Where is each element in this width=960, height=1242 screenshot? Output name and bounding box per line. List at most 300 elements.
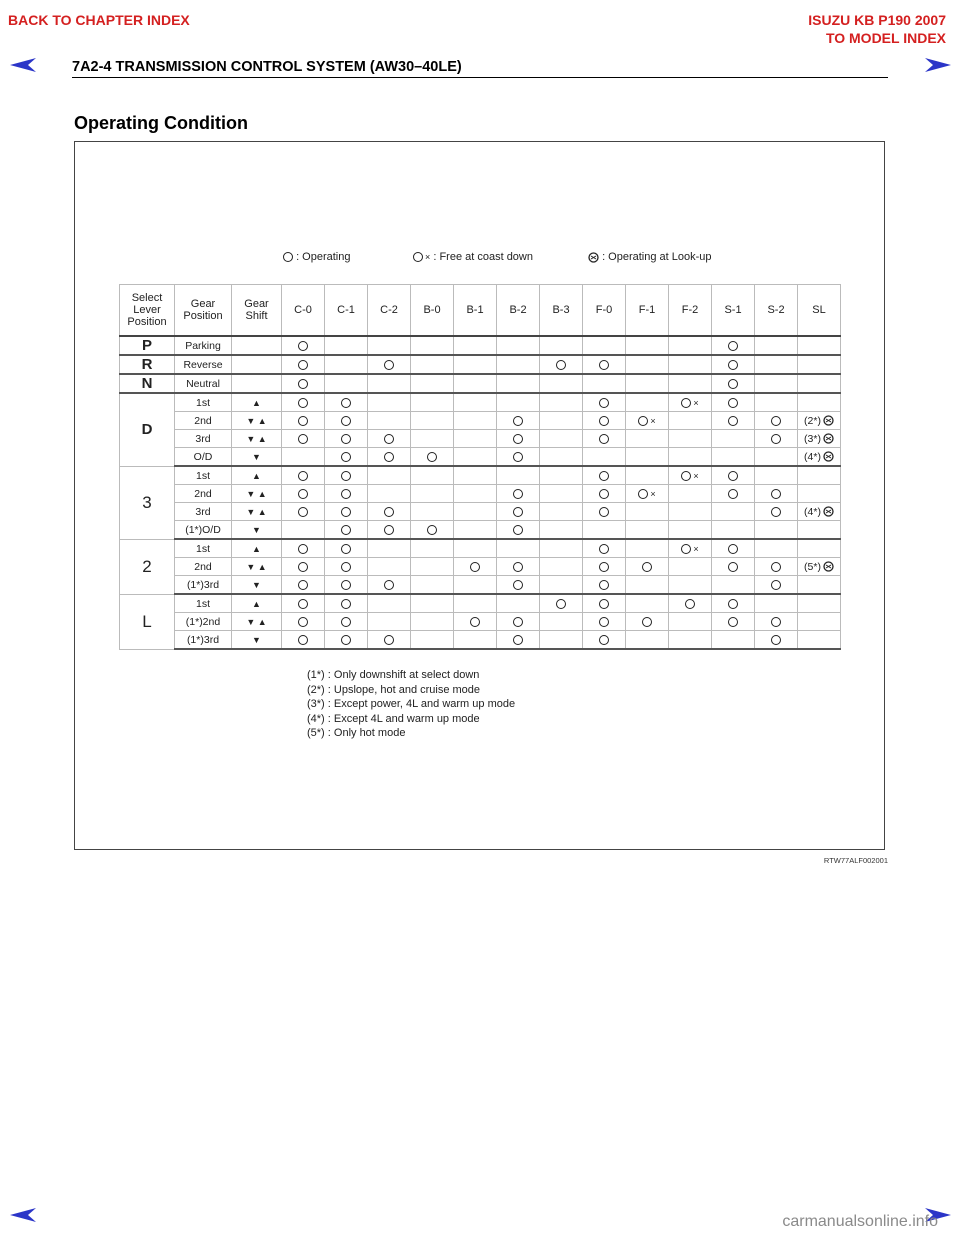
- element-cell: [368, 539, 411, 558]
- back-to-chapter-index-link[interactable]: BACK TO CHAPTER INDEX: [8, 12, 190, 28]
- element-cell: [497, 374, 540, 393]
- element-cell: [712, 355, 755, 374]
- element-cell: [282, 521, 325, 540]
- element-cell: [411, 355, 454, 374]
- operating-circle-icon: [728, 599, 738, 609]
- element-cell: [798, 521, 841, 540]
- element-cell: [669, 466, 712, 485]
- gear-shift-cell: [232, 466, 282, 485]
- shift-arrow-icon: ▼: [252, 451, 261, 462]
- shift-arrow-icon: ▼ ▲: [246, 433, 267, 444]
- operating-condition-figure: [74, 141, 885, 850]
- element-cell: [282, 412, 325, 430]
- element-cell: [540, 374, 583, 393]
- element-cell: [798, 412, 841, 430]
- element-cell: [626, 355, 669, 374]
- element-cell: [282, 576, 325, 595]
- element-cell: [282, 485, 325, 503]
- element-cell: [282, 336, 325, 355]
- operating-circle-icon: [427, 525, 437, 535]
- element-cell: [454, 448, 497, 467]
- operating-circle-icon: [298, 544, 308, 554]
- element-cell: [540, 355, 583, 374]
- column-header: C-2: [368, 285, 411, 337]
- operating-circle-icon: [341, 416, 351, 426]
- element-cell: [282, 374, 325, 393]
- element-cell: [325, 503, 368, 521]
- element-cell: [540, 466, 583, 485]
- element-cell: [368, 393, 411, 412]
- gear-position: 1st: [175, 393, 232, 412]
- element-cell: [454, 374, 497, 393]
- operating-circle-icon: [513, 617, 523, 627]
- operating-circle-icon: [384, 507, 394, 517]
- table-row: [120, 539, 841, 558]
- element-cell: [755, 576, 798, 595]
- element-cell: [454, 430, 497, 448]
- operating-circle-icon: [513, 489, 523, 499]
- table-row: [120, 336, 841, 355]
- element-cell: [540, 631, 583, 650]
- element-cell: [712, 539, 755, 558]
- element-cell: [626, 503, 669, 521]
- operating-condition-table: [119, 284, 841, 650]
- element-cell: [798, 374, 841, 393]
- prev-page-icon[interactable]: [10, 1208, 36, 1222]
- legend-lockup: [588, 251, 712, 263]
- gear-position: Reverse: [175, 355, 232, 374]
- element-cell: [325, 430, 368, 448]
- element-cell: [626, 613, 669, 631]
- element-cell: [712, 613, 755, 631]
- select-lever-position: D: [120, 393, 175, 466]
- gear-position: 1st: [175, 466, 232, 485]
- table-header-row: [120, 285, 841, 337]
- operating-circle-icon: [681, 398, 691, 408]
- element-cell: [583, 613, 626, 631]
- operating-circle-icon: [728, 341, 738, 351]
- operating-circle-icon: [728, 562, 738, 572]
- element-cell: [712, 412, 755, 430]
- element-cell: [540, 521, 583, 540]
- operating-circle-icon: [638, 489, 648, 499]
- to-model-index-link[interactable]: TO MODEL INDEX: [825, 30, 946, 46]
- element-cell: [755, 412, 798, 430]
- operating-circle-icon: [298, 489, 308, 499]
- operating-circle-icon: [599, 599, 609, 609]
- element-cell: [325, 466, 368, 485]
- gear-shift-cell: [232, 539, 282, 558]
- operating-circle-icon: [470, 562, 480, 572]
- shift-arrow-icon: ▲: [252, 598, 261, 609]
- element-cell: [798, 613, 841, 631]
- gear-shift-cell: [232, 412, 282, 430]
- lockup-note: (4*): [804, 450, 821, 463]
- element-cell: [497, 576, 540, 595]
- element-cell: [411, 594, 454, 613]
- shift-arrow-icon: ▲: [252, 397, 261, 408]
- element-cell: [497, 521, 540, 540]
- column-header: C-1: [325, 285, 368, 337]
- operating-circle-icon: [771, 416, 781, 426]
- operating-circle-icon: [283, 252, 293, 262]
- element-cell: [755, 631, 798, 650]
- column-header: B-3: [540, 285, 583, 337]
- operating-circle-icon: [599, 617, 609, 627]
- free-coast-mark: ×: [650, 488, 656, 499]
- element-cell: [583, 631, 626, 650]
- element-cell: [626, 374, 669, 393]
- operating-table-wrap: [119, 284, 841, 650]
- operating-circle-icon: [728, 360, 738, 370]
- element-cell: [798, 558, 841, 576]
- lockup-note: (5*): [804, 560, 821, 573]
- element-cell: [755, 355, 798, 374]
- element-cell: [669, 412, 712, 430]
- element-cell: [669, 539, 712, 558]
- column-header: F-1: [626, 285, 669, 337]
- element-cell: [454, 631, 497, 650]
- page-header: 7A2-4 TRANSMISSION CONTROL SYSTEM (AW30–40LE): [72, 59, 462, 75]
- next-page-icon[interactable]: [925, 58, 951, 72]
- operating-circle-icon: [599, 580, 609, 590]
- operating-circle-icon: [599, 416, 609, 426]
- element-cell: [540, 336, 583, 355]
- gear-position: 2nd: [175, 485, 232, 503]
- element-cell: [755, 613, 798, 631]
- column-header: B-0: [411, 285, 454, 337]
- element-cell: [540, 412, 583, 430]
- element-cell: [454, 485, 497, 503]
- legend-operating-label: : Operating: [296, 251, 351, 263]
- operating-circle-icon: [513, 507, 523, 517]
- element-cell: [540, 448, 583, 467]
- element-cell: [325, 374, 368, 393]
- element-cell: [411, 485, 454, 503]
- element-cell: [325, 336, 368, 355]
- element-cell: [755, 430, 798, 448]
- operating-circle-icon: [513, 416, 523, 426]
- lockup-icon: [823, 433, 834, 444]
- element-cell: [282, 613, 325, 631]
- gear-shift-cell: [232, 594, 282, 613]
- gear-shift-cell: [232, 393, 282, 412]
- legend-free-coast-label: : Free at coast down: [433, 251, 533, 263]
- shift-arrow-icon: ▲: [252, 470, 261, 481]
- prev-page-icon[interactable]: [10, 58, 36, 72]
- operating-circle-icon: [771, 562, 781, 572]
- operating-circle-icon: [470, 617, 480, 627]
- element-cell: [325, 521, 368, 540]
- element-cell: [454, 412, 497, 430]
- gear-shift-cell: [232, 355, 282, 374]
- operating-circle-icon: [685, 599, 695, 609]
- gear-position: 2nd: [175, 558, 232, 576]
- free-coast-mark: ×: [693, 543, 699, 554]
- element-cell: [712, 503, 755, 521]
- legend-free-coast: [413, 251, 533, 263]
- element-cell: [325, 393, 368, 412]
- element-cell: [325, 631, 368, 650]
- operating-circle-icon: [681, 544, 691, 554]
- operating-circle-icon: [513, 562, 523, 572]
- operating-circle-icon: [771, 580, 781, 590]
- operating-circle-icon: [341, 507, 351, 517]
- element-cell: [669, 503, 712, 521]
- table-row: [120, 374, 841, 393]
- element-cell: [411, 521, 454, 540]
- operating-circle-icon: [599, 507, 609, 517]
- gear-position: 3rd: [175, 430, 232, 448]
- element-cell: [368, 448, 411, 467]
- element-cell: [540, 485, 583, 503]
- element-cell: [712, 521, 755, 540]
- element-cell: [368, 374, 411, 393]
- operating-circle-icon: [298, 434, 308, 444]
- operating-circle-icon: [341, 489, 351, 499]
- element-cell: [583, 503, 626, 521]
- element-cell: [583, 485, 626, 503]
- element-cell: [755, 503, 798, 521]
- note-3: (3*) : Except power, 4L and warm up mode: [307, 698, 516, 710]
- element-cell: [669, 631, 712, 650]
- element-cell: [755, 594, 798, 613]
- table-row: [120, 466, 841, 485]
- model-title-link[interactable]: ISUZU KB P190 2007: [808, 12, 946, 28]
- element-cell: [755, 393, 798, 412]
- operating-circle-icon: [728, 379, 738, 389]
- gear-position: 1st: [175, 539, 232, 558]
- operating-circle-icon: [341, 580, 351, 590]
- element-cell: [712, 374, 755, 393]
- element-cell: [497, 336, 540, 355]
- free-coast-mark: ×: [693, 470, 699, 481]
- operating-circle-icon: [728, 398, 738, 408]
- section-title: Operating Condition: [74, 113, 248, 133]
- element-cell: [411, 576, 454, 595]
- element-cell: [497, 558, 540, 576]
- element-cell: [583, 374, 626, 393]
- element-cell: [669, 430, 712, 448]
- free-coast-mark: ×: [425, 252, 431, 263]
- element-cell: [497, 613, 540, 631]
- operating-circle-icon: [341, 617, 351, 627]
- element-cell: [411, 374, 454, 393]
- table-row: [120, 412, 841, 430]
- operating-circle-icon: [384, 434, 394, 444]
- element-cell: [325, 448, 368, 467]
- element-cell: [282, 466, 325, 485]
- element-cell: [712, 336, 755, 355]
- element-cell: [798, 466, 841, 485]
- operating-circle-icon: [341, 434, 351, 444]
- operating-circle-icon: [341, 452, 351, 462]
- lockup-note: (4*): [804, 505, 821, 518]
- element-cell: [497, 466, 540, 485]
- element-cell: [712, 448, 755, 467]
- column-header: F-2: [669, 285, 712, 337]
- operating-circle-icon: [298, 471, 308, 481]
- lockup-icon: [823, 451, 834, 462]
- element-cell: [368, 466, 411, 485]
- shift-arrow-icon: ▼ ▲: [246, 616, 267, 627]
- element-cell: [454, 393, 497, 412]
- element-cell: [282, 631, 325, 650]
- element-cell: [583, 576, 626, 595]
- table-row: [120, 355, 841, 374]
- element-cell: [411, 393, 454, 412]
- shift-arrow-icon: ▼: [252, 634, 261, 645]
- table-row: [120, 393, 841, 412]
- element-cell: [798, 393, 841, 412]
- element-cell: [540, 539, 583, 558]
- operating-circle-icon: [413, 252, 423, 262]
- operating-circle-icon: [599, 489, 609, 499]
- operating-circle-icon: [341, 471, 351, 481]
- element-cell: [497, 355, 540, 374]
- element-cell: [669, 336, 712, 355]
- gear-shift-cell: [232, 430, 282, 448]
- element-cell: [454, 503, 497, 521]
- element-cell: [583, 466, 626, 485]
- operating-circle-icon: [771, 617, 781, 627]
- operating-circle-icon: [681, 471, 691, 481]
- operating-circle-icon: [298, 360, 308, 370]
- shift-arrow-icon: ▼ ▲: [246, 415, 267, 426]
- operating-circle-icon: [384, 635, 394, 645]
- operating-circle-icon: [341, 544, 351, 554]
- operating-circle-icon: [341, 398, 351, 408]
- element-cell: [368, 558, 411, 576]
- operating-circle-icon: [599, 434, 609, 444]
- element-cell: [583, 430, 626, 448]
- gear-shift-cell: [232, 576, 282, 595]
- element-cell: [325, 485, 368, 503]
- element-cell: [411, 448, 454, 467]
- lockup-icon: [823, 506, 834, 517]
- lockup-icon: [588, 252, 599, 263]
- element-cell: [583, 594, 626, 613]
- element-cell: [282, 448, 325, 467]
- element-cell: [755, 485, 798, 503]
- element-cell: [282, 393, 325, 412]
- gear-position: (1*)2nd: [175, 613, 232, 631]
- element-cell: [583, 558, 626, 576]
- operating-circle-icon: [298, 379, 308, 389]
- element-cell: [454, 558, 497, 576]
- column-header: Select Lever Position: [120, 285, 175, 337]
- element-cell: [411, 558, 454, 576]
- element-cell: [540, 393, 583, 412]
- operating-circle-icon: [384, 360, 394, 370]
- element-cell: [325, 355, 368, 374]
- element-cell: [798, 576, 841, 595]
- element-cell: [712, 631, 755, 650]
- element-cell: [712, 576, 755, 595]
- element-cell: [669, 393, 712, 412]
- element-cell: [497, 503, 540, 521]
- operating-circle-icon: [298, 562, 308, 572]
- gear-position: 3rd: [175, 503, 232, 521]
- element-cell: [497, 539, 540, 558]
- element-cell: [325, 412, 368, 430]
- element-cell: [755, 466, 798, 485]
- element-cell: [626, 521, 669, 540]
- operating-circle-icon: [341, 562, 351, 572]
- operating-circle-icon: [728, 471, 738, 481]
- element-cell: [626, 576, 669, 595]
- element-cell: [669, 485, 712, 503]
- select-lever-position: R: [120, 355, 175, 374]
- gear-position: (1*)3rd: [175, 576, 232, 595]
- gear-position: Neutral: [175, 374, 232, 393]
- gear-shift-cell: [232, 485, 282, 503]
- gear-shift-cell: [232, 503, 282, 521]
- element-cell: [540, 576, 583, 595]
- element-cell: [497, 485, 540, 503]
- element-cell: [368, 336, 411, 355]
- element-cell: [669, 558, 712, 576]
- operating-circle-icon: [341, 525, 351, 535]
- element-cell: [325, 576, 368, 595]
- element-cell: [712, 430, 755, 448]
- column-header: B-2: [497, 285, 540, 337]
- operating-circle-icon: [771, 434, 781, 444]
- element-cell: [411, 412, 454, 430]
- operating-circle-icon: [599, 562, 609, 572]
- element-cell: [583, 412, 626, 430]
- table-row: [120, 631, 841, 650]
- element-cell: [540, 558, 583, 576]
- operating-circle-icon: [638, 416, 648, 426]
- element-cell: [669, 448, 712, 467]
- element-cell: [626, 466, 669, 485]
- table-row: [120, 521, 841, 540]
- element-cell: [454, 355, 497, 374]
- element-cell: [626, 448, 669, 467]
- element-cell: [626, 539, 669, 558]
- operating-circle-icon: [599, 398, 609, 408]
- header-rule: [72, 77, 888, 78]
- element-cell: [626, 594, 669, 613]
- element-cell: [325, 613, 368, 631]
- element-cell: [669, 594, 712, 613]
- element-cell: [798, 631, 841, 650]
- element-cell: [368, 631, 411, 650]
- legend-operating: [283, 251, 350, 263]
- operating-circle-icon: [642, 562, 652, 572]
- gear-position: Parking: [175, 336, 232, 355]
- table-row: [120, 448, 841, 467]
- element-cell: [626, 336, 669, 355]
- element-cell: [583, 355, 626, 374]
- operating-circle-icon: [728, 489, 738, 499]
- element-cell: [282, 594, 325, 613]
- free-coast-mark: ×: [650, 415, 656, 426]
- operating-circle-icon: [298, 580, 308, 590]
- element-cell: [583, 393, 626, 412]
- element-cell: [669, 374, 712, 393]
- element-cell: [798, 430, 841, 448]
- element-cell: [282, 539, 325, 558]
- column-header: S-2: [755, 285, 798, 337]
- operating-circle-icon: [513, 525, 523, 535]
- element-cell: [282, 558, 325, 576]
- element-cell: [583, 539, 626, 558]
- gear-shift-cell: [232, 521, 282, 540]
- shift-arrow-icon: ▼ ▲: [246, 506, 267, 517]
- element-cell: [325, 558, 368, 576]
